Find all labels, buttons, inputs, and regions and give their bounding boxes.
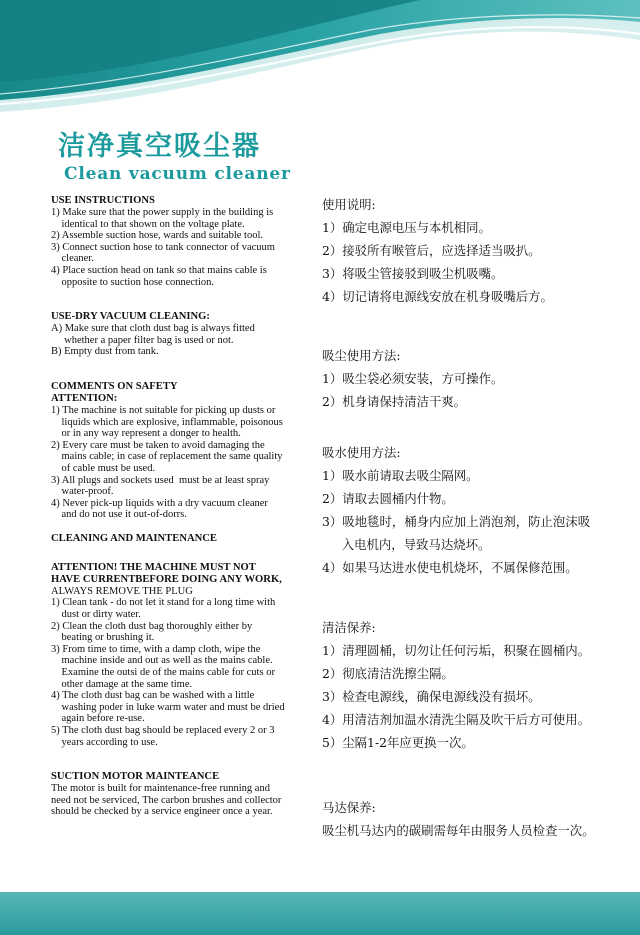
text-line: machine inside and out as well as the mains cable. [51,655,273,667]
text-line: dust or dirty water. [51,609,141,621]
zh-list-item: 1）确定电源电压与本机相同。 [322,220,491,235]
text-line: washing poder in luke warm water and must be dried [51,701,285,713]
text-line: 2) Every care must be taken to avoid damaging the [51,439,265,451]
zh-list-item: 4）用清洁剂加温水清洗尘隔及吹干后方可使用。 [322,712,591,727]
zh-list-item: 4）切记请将电源线安放在机身吸嘴后方。 [322,289,553,304]
cleaning-attention-line: ATTENTION! THE MACHINE MUST NOT [51,561,256,573]
use-instructions-section [51,195,303,288]
text-line: 4) Place suction head on tank so that mains cable is [51,264,267,276]
zh-list-item: 1）吸尘袋必须安装，方可操作。 [322,371,504,386]
text-line: water-proof. [51,486,114,498]
zh-instructions-section [322,193,622,308]
dry-cleaning-section [51,311,303,358]
text-line: ALWAYS REMOVE THE PLUG [51,585,193,597]
text-line: cleaner. [51,253,94,265]
text-line: years according to use. [51,736,158,748]
zh-list-item: 4）如果马达进水使电机烧坏，不属保修范围。 [322,560,578,575]
text-line: again before re-use. [51,713,145,725]
zh-water-heading: 吸水使用方法: [322,445,401,460]
zh-list-item: 2）机身请保持清洁干爽。 [322,394,467,409]
text-line: 2) Assemble suction hose, wards and suitable tool. [51,230,264,242]
text-line: 1) Make sure that the power supply in the building is [51,207,274,218]
page-title-english: Clean vacuum cleaner [64,164,291,184]
text-line: B) Empty dust from tank. [51,346,159,358]
zh-list-item: 5）尘隔1-2年应更换一次。 [322,735,474,750]
zh-maintenance-section [322,616,622,754]
chinese-column [322,193,622,842]
text-line: 4) Never pick-up liquids with a dry vacuum cleaner [51,497,268,509]
dry-cleaning-heading: USE-DRY VACUUM CLEANING: [51,311,210,323]
zh-list-item: 2）接驳所有喉管后，应选择适当吸扒。 [322,243,541,258]
text-line: 5) The cloth dust bag should be replaced every 2 or 3 [51,725,275,736]
text-line: 4) The cloth dust bag can be washed with a little [51,690,255,702]
text-line: Examine the outsi de of the mains cable for cuts or [51,667,275,679]
text-line: 2) Clean the cloth dust bag thoroughly either by [51,620,253,632]
zh-list-item: 2）彻底清洁洗擦尘隔。 [322,666,454,681]
text-line: other damage at the same time. [51,678,193,690]
text-line: and do not use it out-of-dorrs. [51,509,187,521]
safety-section [51,381,303,521]
text-line: identical to that shown on the voltage plate. [51,218,245,230]
text-line: opposite to suction hose connection. [51,276,215,288]
text-line: need not be serviced, The carbon brushes and collector [51,794,282,806]
use-instructions-heading: USE INSTRUCTIONS [51,195,155,206]
cleaning-heading: CLEANING AND MAINTENANCE [51,532,217,544]
text-line: 3) From time to time, with a damp cloth, wipe the [51,643,261,655]
safety-heading: COMMENTS ON SAFETY [51,380,178,392]
text-line: A) Make sure that cloth dust bag is always fitted [51,323,255,335]
text-line: 1) Clean tank - do not let it stand for a long time with [51,597,276,609]
text-line: 1) The machine is not suitable for picking up dusts or [51,404,276,416]
text-line: or in any way represent a donger to health. [51,428,241,440]
text-line: mains cable; in case of replacement the same quality [51,451,283,463]
footer-band [0,892,640,935]
text-line: liquids which are explosive, inflammable, poisonous [51,416,283,428]
text-line: whether a paper filter bag is used or not. [51,334,234,346]
text-line: beating or brushing it. [51,632,155,644]
page-title-chinese: 洁净真空吸尘器 [58,131,261,162]
motor-section [51,771,303,818]
cleaning-attention-line: HAVE CURRENTBEFORE DOING ANY WORK, [51,573,282,585]
zh-dust-section [322,344,622,413]
zh-list-item: 3）吸地毯时，桶身内应加上消泡剂，防止泡沫吸 [322,514,591,529]
zh-dust-heading: 吸尘使用方法: [322,348,401,363]
text-line: 3) Connect suction hose to tank connector of vacuum [51,241,275,253]
zh-maintenance-heading: 清洁保养: [322,620,376,635]
zh-list-item: 入电机内，导致马达烧坏。 [322,537,491,552]
english-column [51,195,303,818]
zh-instructions-heading: 使用说明: [322,197,376,212]
safety-attention-heading: ATTENTION: [51,392,118,404]
zh-motor-section [322,796,622,842]
motor-heading: SUCTION MOTOR MAINTEANCE [51,771,220,783]
cleaning-section [51,533,303,748]
zh-list-item: 2）请取去圆桶内什物。 [322,491,454,506]
text-line: of cable must be used. [51,462,156,474]
zh-motor-text: 吸尘机马达内的碳刷需每年由服务人员检查一次。 [322,823,595,838]
zh-list-item: 3）将吸尘管接驳到吸尘机吸嘴。 [322,266,504,281]
text-line: 3) All plugs and sockets used must be at least spray [51,474,270,486]
text-line: The motor is built for maintenance-free running and [51,783,270,795]
zh-water-section [322,441,622,579]
zh-list-item: 1）吸水前请取去吸尘隔网。 [322,468,479,483]
header-wave-decoration [0,0,640,130]
text-line: should be checked by a service engineer once a year. [51,806,273,818]
zh-motor-heading: 马达保养: [322,800,376,815]
zh-list-item: 1）清理圆桶，切勿让任何污垢，积聚在圆桶内。 [322,643,591,658]
zh-list-item: 3）检查电源线，确保电源线没有损坏。 [322,689,541,704]
